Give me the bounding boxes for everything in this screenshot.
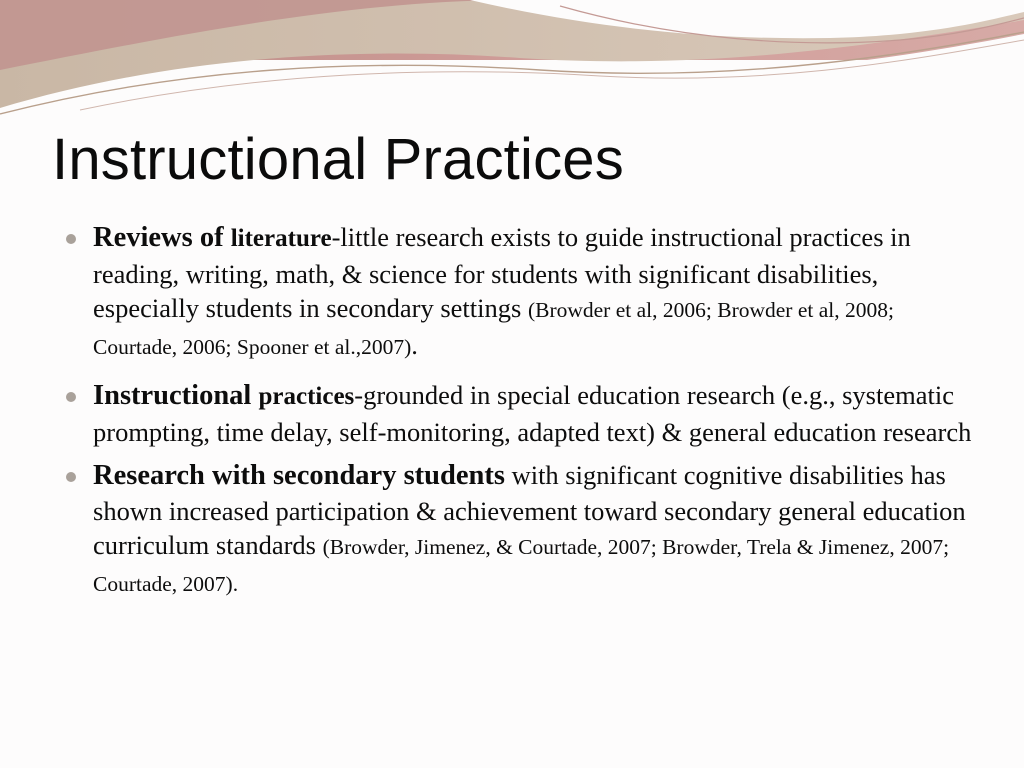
- slide-title: Instructional Practices: [52, 127, 624, 192]
- bullet-tail: .: [411, 329, 418, 360]
- bullet-body: -little research exists to guide instructional practices in reading, writing, math, & science for students with significant disabilities, especially students in secondary settings: [93, 222, 911, 323]
- bullet-body: with significant cognitive disabilities has shown increased participation & achievement toward secondary general education curriculum standards: [93, 460, 966, 560]
- bullet-dot-icon: [66, 472, 76, 482]
- bullet-instructional-practices: [66, 378, 976, 449]
- bullet-lead: Research with secondary students: [93, 460, 505, 491]
- bullet-reviews-of-literature: [66, 220, 976, 364]
- bullet-lead-small: literature: [230, 225, 332, 252]
- bullet-citation: (Browder et al, 2006; Browder et al, 2008; Courtade, 2006; Spooner et al.,2007): [93, 298, 894, 359]
- bullet-dot-icon: [66, 392, 76, 402]
- bullet-list: [66, 220, 976, 610]
- bullet-lead: Instructional: [93, 380, 259, 411]
- decorative-header-wave: [0, 0, 1024, 125]
- bullet-lead: Reviews of: [93, 222, 231, 253]
- bullet-body: -grounded in special education research (e.g., systematic prompting, time delay, self-monitoring, adapted text) & general education research: [93, 380, 972, 447]
- bullet-dot-icon: [66, 234, 76, 244]
- bullet-lead-small: practices: [258, 383, 355, 410]
- bullet-research-secondary-students: [66, 458, 976, 601]
- bullet-citation: (Browder, Jimenez, & Courtade, 2007; Browder, Trela & Jimenez, 2007; Courtade, 2007).: [93, 535, 950, 596]
